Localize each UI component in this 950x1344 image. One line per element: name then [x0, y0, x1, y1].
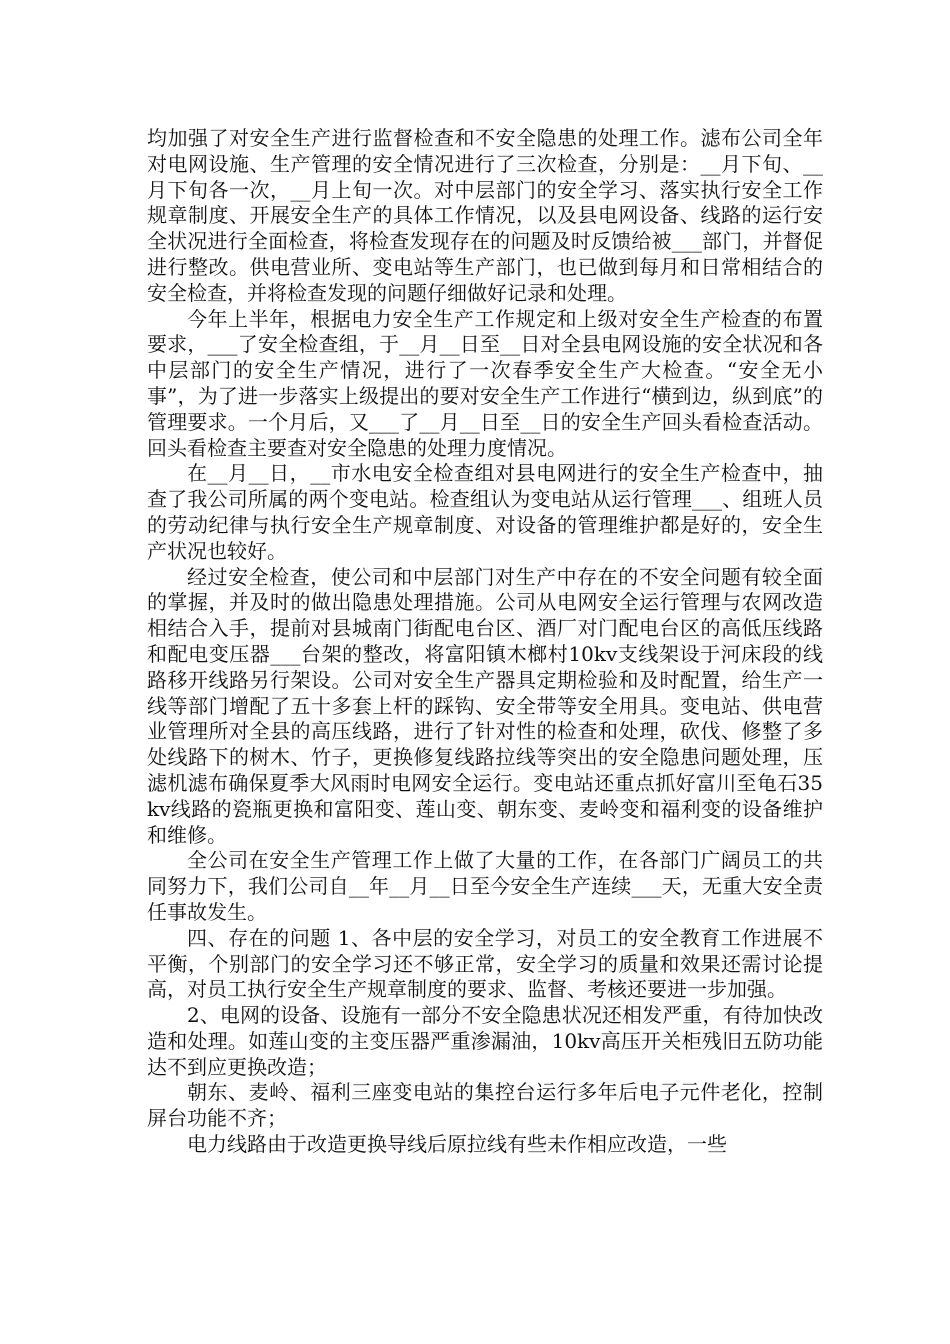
paragraph-7: 2、电网的设备、设施有一部分不安全隐患状况还相发严重，有待加快改造和处理。如莲山变的主变压器严重渗漏油，10kv高压开关柜残旧五防功能达不到应更换改造；: [147, 1003, 823, 1079]
document-page: [147, 126, 823, 1158]
paragraph-3: 在__月__日，__市水电安全检查组对县电网进行的安全生产检查中，抽查了我公司所属的两个变电站。检查组认为变电站从运行管理___、组班人员的劳动纪律与执行安全生产规章制度、对设备的管理维护都是好的，安全生产状况也较好。: [147, 461, 823, 563]
paragraph-8: 朝东、麦岭、福利三座变电站的集控台运行多年后电子元件老化，控制屏台功能不齐；: [147, 1080, 823, 1131]
paragraph-5: 全公司在安全生产管理工作上做了大量的工作，在各部门广阔员工的共同努力下，我们公司自__年__月__日至今安全生产连续___天，无重大安全责任事故发生。: [147, 848, 823, 924]
paragraph-2: 今年上半年，根据电力安全生产工作规定和上级对安全生产检查的布置要求，___了安全检查组，于__月__日至__日对全县电网设施的安全状况和各中层部门的安全生产情况，进行了一次春季安全生产大检查。“安全无小事”，为了进一步落实上级提出的要对安全生产工作进行“横到边，纵到底”的管理要求。一个月后，又___了__月__日至__日的安全生产回头看检查活动。回头看检查主要查对安全隐患的处理力度情况。: [147, 306, 823, 460]
paragraph-4: 经过安全检查，使公司和中层部门对生产中存在的不安全问题有较全面的掌握，并及时的做出隐患处理措施。公司从电网安全运行管理与农网改造相结合入手，提前对县城南门街配电台区、酒厂对门配电台区的高低压线路和配电变压器___台架的整改，将富阳镇木榔村10kv支线架设于河床段的线路移开线路另行架设。公司对安全生产器具定期检验和及时配置，给生产一线等部门增配了五十多套上杆的踩钩、安全带等安全用具。变电站、供电营业管理所对全县的高压线路，进行了针对性的检查和处理，砍伐、修整了多处线路下的树木、竹子，更换修复线路拉线等突出的安全隐患问题处理，压滤机滤布确保夏季大风雨时电网安全运行。变电站还重点抓好富川至龟石35kv线路的瓷瓶更换和富阳变、莲山变、朝东变、麦岭变和福利变的设备维护和维修。: [147, 564, 823, 847]
paragraph-9: 电力线路由于改造更换导线后原拉线有些未作相应改造，一些: [187, 1132, 727, 1157]
paragraph-1: 均加强了对安全生产进行监督检查和不安全隐患的处理工作。滤布公司全年对电网设施、生产管理的安全情况进行了三次检查，分别是：__月下旬、__月下旬各一次，__月上旬一次。对中层部门的安全学习、落实执行安全工作规章制度、开展安全生产的具体工作情况，以及县电网设备、线路的运行安全状况进行全面检查，将检查发现存在的问题及时反馈给被___部门，并督促进行整改。供电营业所、变电站等生产部门，也已做到每月和日常相结合的安全检查，并将检查发现的问题仔细做好记录和处理。: [147, 126, 823, 305]
paragraph-6: 四、存在的问题 1、各中层的安全学习，对员工的安全教育工作进展不平衡，个别部门的安全学习还不够正常，安全学习的质量和效果还需讨论提高，对员工执行安全生产规章制度的要求、监督、考核还要进一步加强。: [147, 925, 823, 1002]
